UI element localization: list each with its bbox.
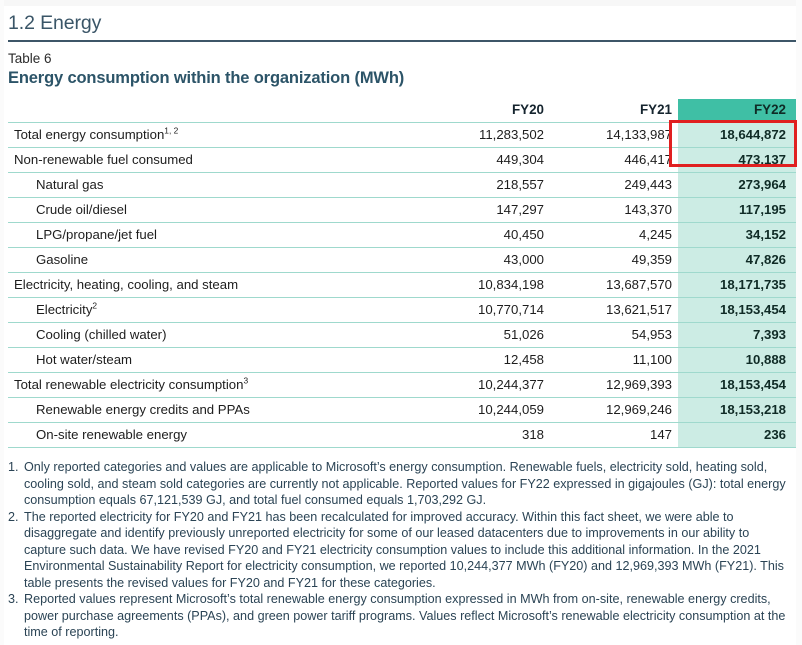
row-label: Renewable energy credits and PPAs xyxy=(8,398,412,423)
energy-consumption-table xyxy=(8,99,796,448)
row-label: LPG/propane/jet fuel xyxy=(8,223,412,248)
cell-fy21: 13,621,517 xyxy=(550,298,678,323)
row-label: Natural gas xyxy=(8,173,412,198)
cell-fy22: 236 xyxy=(678,423,796,448)
footnote-number: 2. xyxy=(8,509,19,524)
cell-fy22: 18,644,872 xyxy=(678,123,796,148)
table-row xyxy=(8,173,796,198)
cell-fy21: 54,953 xyxy=(550,323,678,348)
footnote-item xyxy=(8,459,796,509)
cell-fy20: 43,000 xyxy=(412,248,550,273)
row-label: Hot water/steam xyxy=(8,348,412,373)
cell-fy22: 47,826 xyxy=(678,248,796,273)
row-label-footnote-marker: 1, 2 xyxy=(164,125,179,136)
cell-fy22: 18,171,735 xyxy=(678,273,796,298)
row-label: On-site renewable energy xyxy=(8,423,412,448)
row-label: Electricity, heating, cooling, and steam xyxy=(8,273,412,298)
cell-fy20: 10,834,198 xyxy=(412,273,550,298)
row-label: Gasoline xyxy=(8,248,412,273)
column-header-fy20: FY20 xyxy=(511,102,544,117)
cell-fy21: 12,969,393 xyxy=(550,373,678,398)
cell-fy22: 7,393 xyxy=(678,323,796,348)
table-row xyxy=(8,423,796,448)
cell-fy22: 117,195 xyxy=(678,198,796,223)
cell-fy22: 18,153,218 xyxy=(678,398,796,423)
column-header-fy21: FY21 xyxy=(639,102,672,117)
cell-fy21: 14,133,987 xyxy=(550,123,678,148)
column-header-fy22: FY22 xyxy=(678,99,796,123)
cell-fy21: 49,359 xyxy=(550,248,678,273)
row-label: Crude oil/diesel xyxy=(8,198,412,223)
cell-fy20: 40,450 xyxy=(412,223,550,248)
cell-fy22: 273,964 xyxy=(678,173,796,198)
page-content xyxy=(8,6,796,641)
table-row xyxy=(8,148,796,173)
cell-fy20: 10,770,714 xyxy=(412,298,550,323)
cell-fy21: 249,443 xyxy=(550,173,678,198)
footnote-list xyxy=(8,459,796,641)
page-left-edge xyxy=(0,0,4,645)
section-heading: 1.2 Energy xyxy=(8,12,102,34)
table-row xyxy=(8,123,796,148)
cell-fy21: 13,687,570 xyxy=(550,273,678,298)
cell-fy22: 473,137 xyxy=(678,148,796,173)
page-right-edge xyxy=(796,0,802,645)
table-caption: Energy consumption within the organization (MWh) xyxy=(8,69,405,87)
cell-fy22: 18,153,454 xyxy=(678,373,796,398)
cell-fy22: 10,888 xyxy=(678,348,796,373)
row-label: Non-renewable fuel consumed xyxy=(8,148,412,173)
row-label-footnote-marker: 3 xyxy=(243,375,249,386)
cell-fy20: 10,244,059 xyxy=(412,398,550,423)
row-label: Total renewable electricity consumption$^3$ xyxy=(8,373,412,398)
footnote-text: The reported electricity for FY20 and FY21 has been recalculated for improved accuracy. Within this fact sheet, we were able to disaggregate and identify previously unreported electricity for some of our leased datacenters due to improvements in our ability to capture such data. We have revised FY20 and FY21 electricity consumption values to include this additional information. In the 2021 Environmental Sustainability Report for electricity consumption, we reported 10,244,377 MWh (FY20) and 12,969,393 MWh (FY21). This table presents the revised values for FY20 and FY21 for these categories. xyxy=(24,509,784,590)
cell-fy20: 147,297 xyxy=(412,198,550,223)
cell-fy20: 11,283,502 xyxy=(412,123,550,148)
table-row xyxy=(8,198,796,223)
table-row xyxy=(8,398,796,423)
row-label-footnote-marker: 2 xyxy=(92,300,98,311)
footnote-text: Reported values represent Microsoft’s total renewable energy consumption expressed in MWh from on-site, renewable energy credits, power purchase agreements (PPAs), and green power tariff programs. Values reflect Microsoft’s renewable electricity consumption at the time of reporting. xyxy=(24,592,786,639)
column-header-label xyxy=(8,99,412,123)
cell-fy21: 4,245 xyxy=(550,223,678,248)
cell-fy22: 18,153,454 xyxy=(678,298,796,323)
cell-fy20: 10,244,377 xyxy=(412,373,550,398)
cell-fy20: 12,458 xyxy=(412,348,550,373)
table-row xyxy=(8,323,796,348)
table-header-row xyxy=(8,99,796,123)
row-label: Electricity$^2$ xyxy=(8,298,412,323)
cell-fy20: 51,026 xyxy=(412,323,550,348)
table-row xyxy=(8,348,796,373)
cell-fy20: 449,304 xyxy=(412,148,550,173)
cell-fy21: 143,370 xyxy=(550,198,678,223)
cell-fy21: 11,100 xyxy=(550,348,678,373)
footnote-item xyxy=(8,591,796,641)
footnote-number: 1. xyxy=(8,460,19,474)
table-row xyxy=(8,298,796,323)
cell-fy20: 218,557 xyxy=(412,173,550,198)
section-heading-rule xyxy=(8,40,796,42)
cell-fy21: 446,417 xyxy=(550,148,678,173)
table-body xyxy=(8,123,796,448)
table-row xyxy=(8,273,796,298)
table-row xyxy=(8,223,796,248)
cell-fy22: 34,152 xyxy=(678,223,796,248)
row-label: Cooling (chilled water) xyxy=(8,323,412,348)
cell-fy21: 12,969,246 xyxy=(550,398,678,423)
row-label: Total energy consumption$^{1, 2}$ xyxy=(8,123,412,148)
cell-fy20: 318 xyxy=(412,423,550,448)
table-header xyxy=(8,99,796,123)
table-number-label: Table 6 xyxy=(8,51,52,66)
footnote-number: 3. xyxy=(8,592,19,606)
cell-fy21: 147 xyxy=(550,423,678,448)
table-row xyxy=(8,248,796,273)
footnote-item xyxy=(8,509,796,592)
table-row xyxy=(8,373,796,398)
footnote-text: Only reported categories and values are applicable to Microsoft’s energy consumption. Renewable fuels, electricity sold, heating sold, cooling sold, and steam sold categories are currently not applicable. Reported values for FY22 expressed in gigajoules (GJ): total energy consumption equals 67,121,539 GJ, and total fuel consumed equals 1,703,292 GJ. xyxy=(24,460,786,507)
